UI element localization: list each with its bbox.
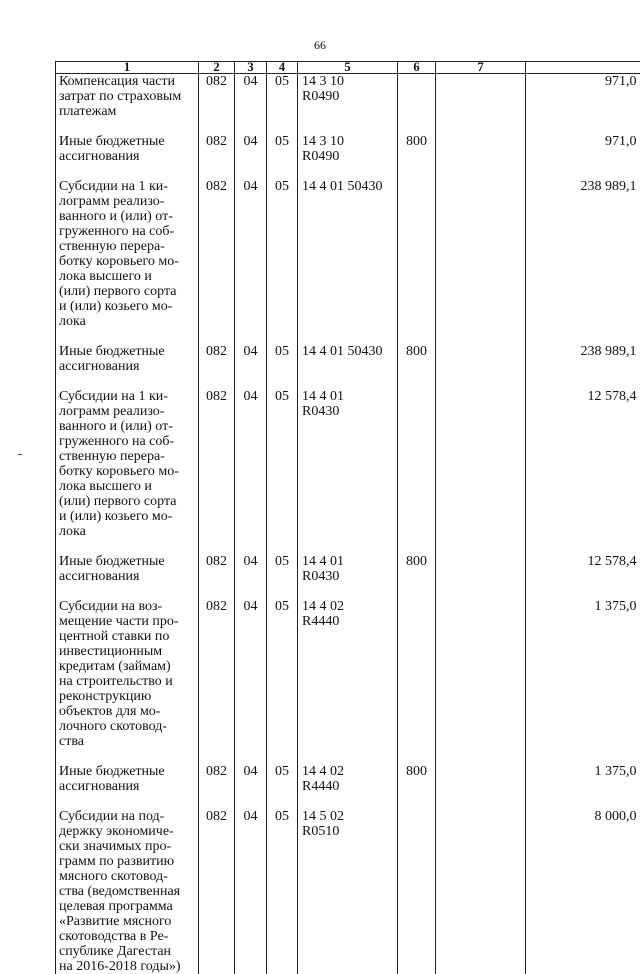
row-expense-type bbox=[398, 74, 436, 135]
row-amount-text: 971,0 bbox=[605, 74, 637, 89]
row-section bbox=[235, 809, 267, 974]
row-subsection-text: 05 bbox=[275, 344, 289, 359]
row-section bbox=[235, 134, 267, 179]
row-amount bbox=[526, 599, 640, 764]
row-target-article bbox=[298, 74, 398, 135]
row-col7 bbox=[436, 599, 526, 764]
header-col-8 bbox=[526, 62, 640, 74]
row-subsection-text: 05 bbox=[275, 134, 289, 149]
row-subsection bbox=[267, 74, 298, 135]
row-section bbox=[235, 764, 267, 809]
row-expense-type bbox=[398, 809, 436, 974]
row-col7 bbox=[436, 809, 526, 974]
row-target-article-text: 14 4 01 R0430 bbox=[302, 389, 344, 419]
row-code bbox=[199, 74, 235, 135]
row-code-text: 082 bbox=[206, 344, 227, 359]
row-code-text: 082 bbox=[206, 179, 227, 194]
row-code-text: 082 bbox=[206, 599, 227, 614]
row-expense-type bbox=[398, 344, 436, 389]
header-col-5: 5 bbox=[298, 62, 398, 74]
row-col7 bbox=[436, 344, 526, 389]
row-expense-type bbox=[398, 389, 436, 554]
row-subsection bbox=[267, 179, 298, 344]
row-col7 bbox=[436, 764, 526, 809]
row-section-text: 04 bbox=[243, 599, 258, 614]
row-target-article-text: 14 5 02 R0510 bbox=[302, 809, 344, 839]
row-col7 bbox=[436, 554, 526, 599]
row-target-article-text: 14 4 01 R0430 bbox=[302, 554, 344, 584]
row-name-text: Иные бюджетные ассигнования bbox=[59, 554, 165, 584]
row-target-article-text: 14 4 02 R4440 bbox=[302, 764, 344, 794]
header-col-3: 3 bbox=[235, 62, 267, 74]
table-row bbox=[56, 344, 640, 389]
row-amount bbox=[526, 764, 640, 809]
header-col-2: 2 bbox=[199, 62, 235, 74]
row-target-article bbox=[298, 179, 398, 344]
row-amount-text: 12 578,4 bbox=[587, 554, 637, 569]
row-target-article-text: 14 4 01 50430 bbox=[302, 179, 383, 194]
row-name-text: Иные бюджетные ассигнования bbox=[59, 344, 165, 374]
row-subsection bbox=[267, 599, 298, 764]
row-name-text: Субсидии на 1 ки- лограмм реализо- ванного и (или) от- груженного на соб- ственную перера- ботку коровьего мо- лока высшего и (или) первого сорта и (или) козьего мо- лока bbox=[59, 389, 179, 539]
row-section-text: 04 bbox=[243, 344, 258, 359]
row-expense-type bbox=[398, 134, 436, 179]
page-number: 66 bbox=[314, 38, 326, 52]
row-section bbox=[235, 389, 267, 554]
row-subsection-text: 05 bbox=[275, 179, 289, 194]
row-expense-type-text: 800 bbox=[406, 134, 427, 149]
row-name bbox=[56, 599, 199, 764]
row-expense-type-text: 800 bbox=[406, 554, 427, 569]
row-name-text: Субсидии на воз- мещение части про- центной ставки по инвестиционным кредитам (займам) на строительство и реконструкцию объектов для мо- лочного скотовод- ства bbox=[59, 599, 179, 749]
row-expense-type-text: 800 bbox=[406, 764, 427, 779]
row-code-text: 082 bbox=[206, 554, 227, 569]
row-subsection bbox=[267, 134, 298, 179]
row-subsection-text: 05 bbox=[275, 74, 289, 89]
row-name-text: Компенсация части затрат по страховым платежам bbox=[59, 74, 182, 119]
row-expense-type bbox=[398, 179, 436, 344]
row-code bbox=[199, 764, 235, 809]
row-amount bbox=[526, 389, 640, 554]
table-row bbox=[56, 179, 640, 344]
table-row bbox=[56, 809, 640, 974]
row-code bbox=[199, 554, 235, 599]
table-row bbox=[56, 599, 640, 764]
row-section-text: 04 bbox=[243, 179, 258, 194]
row-section bbox=[235, 554, 267, 599]
row-name bbox=[56, 554, 199, 599]
row-name bbox=[56, 134, 199, 179]
row-section-text: 04 bbox=[243, 809, 258, 824]
table-header-row bbox=[56, 62, 640, 74]
row-subsection-text: 05 bbox=[275, 389, 289, 404]
row-name bbox=[56, 809, 199, 974]
row-name bbox=[56, 344, 199, 389]
row-code bbox=[199, 389, 235, 554]
table-row bbox=[56, 554, 640, 599]
row-code-text: 082 bbox=[206, 74, 227, 89]
row-code bbox=[199, 179, 235, 344]
row-col7 bbox=[436, 74, 526, 135]
row-target-article bbox=[298, 389, 398, 554]
row-name bbox=[56, 74, 199, 135]
row-target-article bbox=[298, 134, 398, 179]
row-code-text: 082 bbox=[206, 389, 227, 404]
row-amount bbox=[526, 134, 640, 179]
row-amount-text: 238 989,1 bbox=[580, 344, 637, 359]
row-target-article-text: 14 3 10 R0490 bbox=[302, 74, 344, 104]
row-amount bbox=[526, 554, 640, 599]
row-amount-text: 971,0 bbox=[605, 134, 637, 149]
row-name bbox=[56, 764, 199, 809]
row-target-article bbox=[298, 764, 398, 809]
row-subsection-text: 05 bbox=[275, 764, 289, 779]
row-col7 bbox=[436, 389, 526, 554]
row-section bbox=[235, 344, 267, 389]
header-col-1: 1 bbox=[56, 62, 199, 74]
row-amount-text: 8 000,0 bbox=[594, 809, 637, 824]
row-code bbox=[199, 134, 235, 179]
row-expense-type bbox=[398, 599, 436, 764]
row-col7 bbox=[436, 134, 526, 179]
row-code bbox=[199, 809, 235, 974]
row-amount-text: 1 375,0 bbox=[594, 764, 637, 779]
row-subsection-text: 05 bbox=[275, 809, 289, 824]
row-target-article bbox=[298, 344, 398, 389]
table-row bbox=[56, 764, 640, 809]
row-code-text: 082 bbox=[206, 764, 227, 779]
row-target-article bbox=[298, 809, 398, 974]
row-subsection bbox=[267, 809, 298, 974]
header-col-4: 4 bbox=[267, 62, 298, 74]
row-section bbox=[235, 74, 267, 135]
row-subsection bbox=[267, 344, 298, 389]
row-section-text: 04 bbox=[243, 554, 258, 569]
row-col7 bbox=[436, 179, 526, 344]
row-section-text: 04 bbox=[243, 389, 258, 404]
row-code bbox=[199, 344, 235, 389]
row-amount bbox=[526, 809, 640, 974]
row-amount bbox=[526, 74, 640, 135]
row-name-text: Субсидии на 1 ки- лограмм реализо- ванного и (или) от- груженного на соб- ственную перера- ботку коровьего мо- лока высшего и (или) первого сорта и (или) козьего мо- лока bbox=[59, 179, 179, 329]
row-section bbox=[235, 599, 267, 764]
row-amount bbox=[526, 179, 640, 344]
row-subsection bbox=[267, 389, 298, 554]
header-col-6: 6 bbox=[398, 62, 436, 74]
row-target-article-text: 14 4 01 50430 bbox=[302, 344, 383, 359]
row-target-article bbox=[298, 554, 398, 599]
row-code-text: 082 bbox=[206, 809, 227, 824]
row-amount-text: 1 375,0 bbox=[594, 599, 637, 614]
row-subsection bbox=[267, 554, 298, 599]
row-target-article-text: 14 3 10 R0490 bbox=[302, 134, 344, 164]
row-expense-type bbox=[398, 764, 436, 809]
row-expense-type-text: 800 bbox=[406, 344, 427, 359]
row-subsection bbox=[267, 764, 298, 809]
row-section-text: 04 bbox=[243, 74, 258, 89]
table-row bbox=[56, 134, 640, 179]
budget-table bbox=[55, 61, 639, 974]
row-target-article bbox=[298, 599, 398, 764]
row-amount bbox=[526, 344, 640, 389]
table-row bbox=[56, 389, 640, 554]
row-name-text: Иные бюджетные ассигнования bbox=[59, 134, 165, 164]
row-amount-text: 238 989,1 bbox=[580, 179, 637, 194]
header-col-7: 7 bbox=[436, 62, 526, 74]
row-name bbox=[56, 389, 199, 554]
row-code bbox=[199, 599, 235, 764]
row-name-text: Субсидии на под- держку экономиче- ски значимых про- грамм по развитию мясного скотовод- ства (ведомственная целевая программа «Развитие мясного скотоводства в Ре- спублике Дагестан на 2016-2018 годы») bbox=[59, 809, 181, 974]
row-expense-type bbox=[398, 554, 436, 599]
row-subsection-text: 05 bbox=[275, 599, 289, 614]
row-section-text: 04 bbox=[243, 764, 258, 779]
row-subsection-text: 05 bbox=[275, 554, 289, 569]
row-code-text: 082 bbox=[206, 134, 227, 149]
row-name bbox=[56, 179, 199, 344]
row-target-article-text: 14 4 02 R4440 bbox=[302, 599, 344, 629]
row-section-text: 04 bbox=[243, 134, 258, 149]
row-amount-text: 12 578,4 bbox=[587, 389, 637, 404]
margin-mark bbox=[18, 454, 22, 455]
row-section bbox=[235, 179, 267, 344]
table-row bbox=[56, 74, 640, 135]
row-name-text: Иные бюджетные ассигнования bbox=[59, 764, 165, 794]
